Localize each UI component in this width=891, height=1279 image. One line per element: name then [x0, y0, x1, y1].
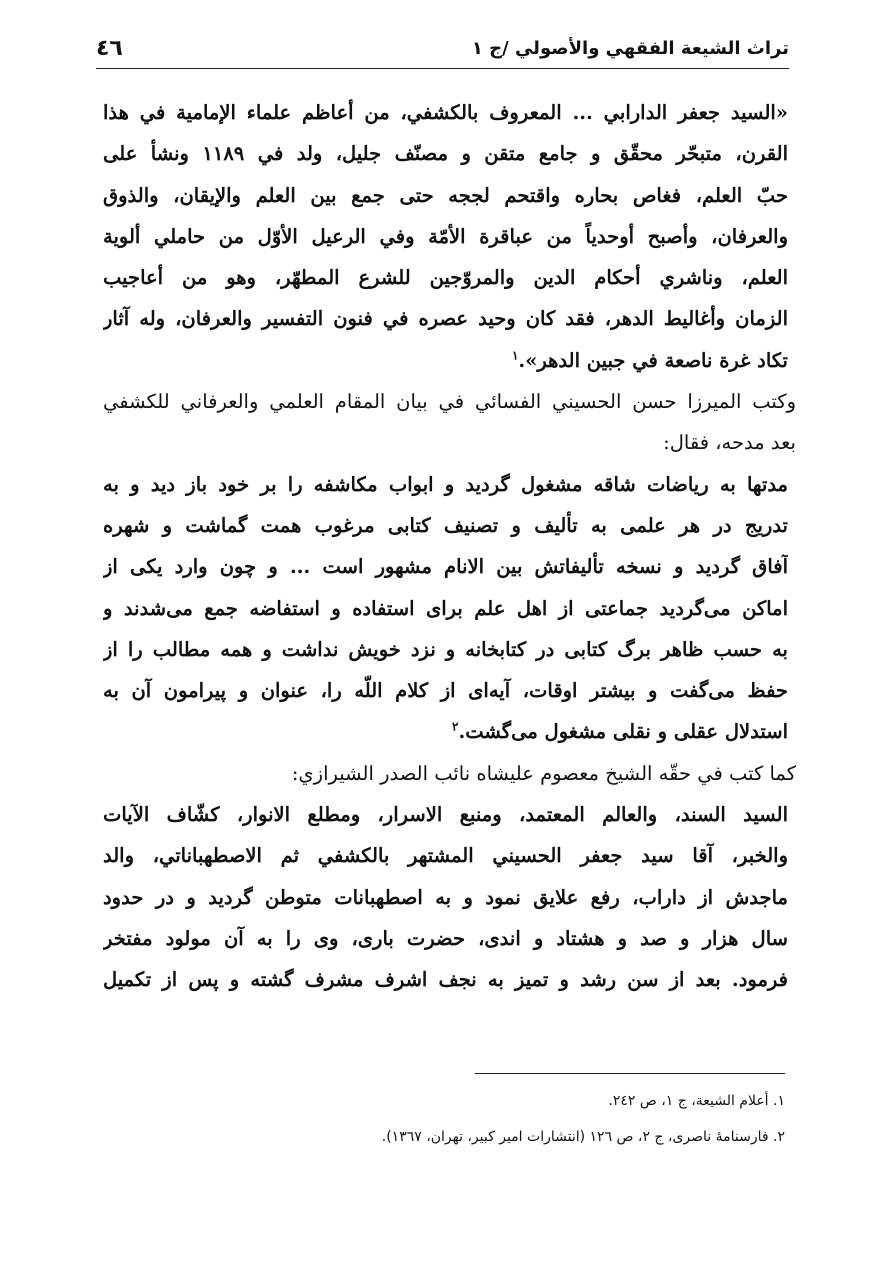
- text-line: آفاق گرديد و نسخه تأليفاتش بين الانام مشهور است ... و چون وارد يكى از: [103, 555, 788, 579]
- text-line: استدلال عقلى و نقلى مشغول مى‌گشت.: [458, 720, 788, 744]
- quote-block-1: [103, 92, 788, 381]
- footnote-divider: [475, 1073, 785, 1074]
- text-line: تدريج در هر علمى به تأليف و تصنيف كتابى مرغوب همت گماشت و شهره: [103, 513, 788, 537]
- text-line: والخبر، آقا سيد جعفر الحسيني المشتهر بالكشفي ثم الاصطهباناتي، والد: [103, 844, 788, 868]
- text-line: اماكن مى‌گرديد جماعتى از اهل علم براى استفاده و استفاضه جمع مى‌شدند و: [103, 596, 788, 620]
- page-number: ٤٦: [96, 36, 123, 61]
- text-line-last: [103, 340, 788, 381]
- text-line: العلم، وناشري أحكام الدين والمروّجين للشرع المطهّر، وهو من أعاجيب: [103, 266, 788, 290]
- text-line: حبّ العلم، فغاص بحاره واقتحم لججه حتى جمع بين العلم والإيقان، والذوق: [103, 183, 788, 207]
- paragraph-2: [103, 753, 796, 794]
- text-line: مدتها به رياضات شاقه مشغول گرديد و ابواب مكاشفه را بر خود باز ديد و به: [103, 472, 788, 496]
- text-line: «السيد جعفر الدارابي ... المعروف بالكشفي، من أعاظم علماء الإمامية في هذا: [103, 101, 788, 124]
- running-header: [96, 34, 789, 69]
- footnote-1: ١. أعلام الشيعة، ج ١، ص ٢٤٢.: [608, 1093, 785, 1109]
- running-title: تراث الشيعة الفقهي والأصولي /ج ١: [471, 38, 789, 59]
- text-line: ماجدش از داراب، رفع علايق نمود و به اصطهبانات متوطن گرديد و در حدود: [103, 885, 788, 909]
- page-body: [103, 92, 796, 1001]
- text-line: تكاد غرة ناصعة في جبين الدهر».: [518, 348, 788, 372]
- text-line: الزمان وأغاليط الدهر، فقد كان وحيد عصره في فنون التفسير والعرفان، وله آثار: [103, 307, 788, 331]
- footnote-ref-1[interactable]: ١: [511, 348, 519, 363]
- text-line: السيد السند، والعالم المعتمد، ومنبع الاسرار، ومطلع الانوار، كشّاف الآيات: [103, 803, 788, 827]
- text-line: بعد مدحه، فقال:: [663, 431, 796, 455]
- footnote-ref-2[interactable]: ٢: [452, 719, 459, 734]
- text-line: فرمود. بعد از سن رشد و تميز به نجف اشرف مشرف گشته و پس از تكميل: [103, 968, 788, 992]
- text-line: به حسب ظاهر برگ كتابى در كتابخانه و نزد خويش نداشت و همه مطالب را از: [103, 637, 788, 661]
- text-line: سال هزار و صد و هشتاد و اندى، حضرت بارى، وى را به آن مولود مفتخر: [103, 926, 788, 950]
- text-line: حفظ مى‌گفت و بيشتر اوقات، آيه‌اى از كلام اللّه را، عنوان و پيرامون آن به: [103, 679, 788, 703]
- text-line: كما كتب في حقّه الشيخ معصوم عليشاه نائب الصدر الشيرازي:: [291, 761, 796, 785]
- quote-block-3: [103, 794, 788, 1000]
- paragraph-1: [103, 381, 796, 464]
- text-line: القرن، متبحّر محقّق و جامع متقن و مصنّف جليل، ولد في ١١٨٩ ونشأ على: [103, 142, 788, 166]
- text-line: والعرفان، وأصبح أوحدياً من عباقرة الأمّة وفي الرعيل الأوّل من حاملي ألوية: [103, 224, 788, 248]
- quote-block-2: [103, 464, 788, 753]
- text-line-last: [103, 711, 788, 752]
- footnote-2: ٢. فارسنامهٔ ناصرى، ج ٢، ص ١٢٦ (انتشارات امير كبير، تهران، ١٣٦٧).: [381, 1129, 785, 1145]
- text-line: وكتب الميرزا حسن الحسيني الفسائي في بيان المقام العلمي والعرفاني للكشفي: [103, 390, 796, 414]
